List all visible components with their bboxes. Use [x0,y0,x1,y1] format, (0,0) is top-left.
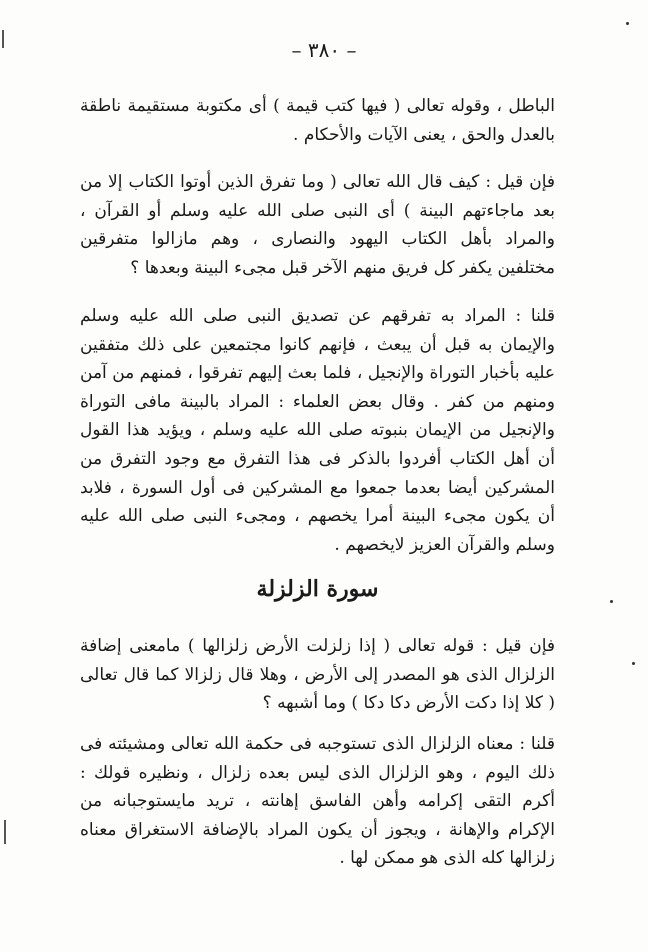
answer-paragraph-2 [80,730,555,873]
scan-edge-mark [4,820,6,844]
answer-text-2: قلنا : معناه الزلزال الذى تستوجبه فى حكمة الله تعالى ومشيئته فى ذلك اليوم ، وهو الزلزال الذى ليس بعده زلزال ، ونظيره قولك : أكرم التقى إكرامه وأهن الفاسق إهانته ، تريد مايستوجبانه من الإكرام والإهانة ، ويجوز أن يكون المراد بالإضافة الاستغراق معناه زلزالها كله الذى هو ممكن لها . [80,734,555,869]
surah-heading: سورة الزلزلة [256,576,379,602]
question-paragraph-1 [80,168,555,282]
scan-edge-mark [2,30,4,48]
answer-text-1: قلنا : المراد به تفرقهم عن تصديق النبى صلى الله عليه وسلم والإيمان به قبل أن يبعث ، فإنهم كانوا مجتمعين على ذلك متفقين عليه بأخبار التوراة والإنجيل ، فلما بعث إليهم تفرقوا ، فمنهم من آمن ومنهم من كفر . وقال بعض العلماء : المراد بالبينة مافى التوراة والإنجيل من الإيمان بنبوته صلى الله عليه وسلم ، ويؤيد هذا القول أن أهل الكتاب أفردوا بالذكر فى هذا التفرق مع وجود التفرق من المشركين أيضا بعدما جمعوا مع المشركين فى أول السورة ، فلابد أن يكون مجىء البينة أمرا يخصهم ، ومجىء النبى صلى الله عليه وسلم والقرآن العزيز لايخصهم . [80,306,555,555]
print-speck [632,662,635,665]
print-speck [626,22,629,25]
page-number: – ٣٨٠ – [291,38,357,62]
question-text-2: فإن قيل : قوله تعالى ( إذا زلزلت الأرض زلزالها ) مامعنى إضافة الزلزال الذى هو المصدر إلى الأرض ، وهلا قال زلزالا كما قال تعالى ( كلا إذا دكت الأرض دكا دكا ) وما أشبهه ؟ [80,636,555,714]
intro-paragraph [80,92,555,149]
answer-paragraph-1 [80,302,555,559]
question-text-1: فإن قيل : كيف قال الله تعالى ( وما تفرق الذين أوتوا الكتاب إلا من بعد ماجاءتهم البينة ) أى النبى صلى الله عليه وسلم أو القرآن ، والمراد بأهل الكتاب اليهود والنصارى ، وهم مازالوا متفرقين مختلفين يكفر كل فريق منهم الآخر قبل مجىء البينة وبعدها ؟ [80,172,555,278]
intro-text: الباطل ، وقوله تعالى ( فيها كتب قيمة ) أى مكتوبة مستقيمة ناطقة بالعدل والحق ، يعنى الآيات والأحكام . [80,96,555,145]
print-speck [610,600,613,603]
question-paragraph-2 [80,632,555,718]
